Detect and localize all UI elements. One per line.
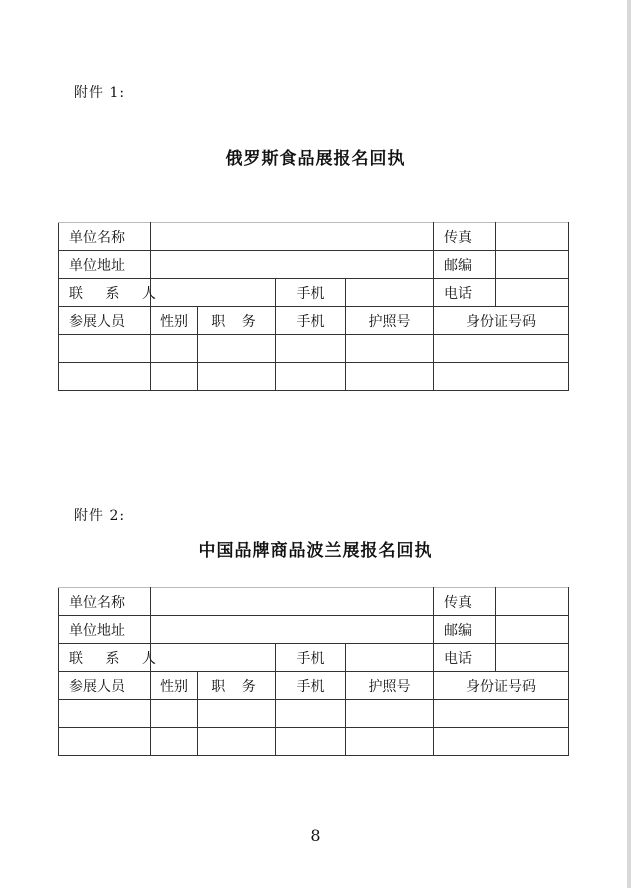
id-number-cell[interactable] [434,700,569,728]
contact-label: 联 系 人 [59,279,151,307]
column-header-gender: 性别 [151,672,198,700]
table-row [59,251,569,279]
position-cell[interactable] [198,363,276,391]
participant-cell[interactable] [59,700,151,728]
phone-field[interactable] [496,279,569,307]
table-row [59,728,569,756]
position-cell[interactable] [198,335,276,363]
phone-field[interactable] [496,644,569,672]
gender-cell[interactable] [151,363,198,391]
column-header-mobile: 手机 [276,307,346,335]
id-number-cell[interactable] [434,363,569,391]
position-cell[interactable] [198,728,276,756]
attachment-1-title: 俄罗斯食品展报名回执 [225,149,406,169]
unit-name-label: 单位名称 [59,588,151,616]
column-header-gender: 性别 [151,307,198,335]
passport-cell[interactable] [346,335,434,363]
column-header-mobile: 手机 [276,672,346,700]
mobile-field[interactable] [346,279,434,307]
attachment-1-label: 附件 1: [74,85,126,101]
table-row [59,335,569,363]
phone-label: 电话 [434,279,496,307]
contact-field[interactable] [151,644,276,672]
passport-cell[interactable] [346,363,434,391]
attachment-2-label: 附件 2: [74,508,126,524]
fax-field[interactable] [496,223,569,251]
fax-label: 传真 [434,588,496,616]
participant-cell[interactable] [59,728,151,756]
column-header-passport: 护照号 [346,672,434,700]
participant-cell[interactable] [59,335,151,363]
table-row [59,223,569,251]
table-header-row [59,307,569,335]
postcode-label: 邮编 [434,251,496,279]
passport-cell[interactable] [346,728,434,756]
unit-address-field[interactable] [151,616,434,644]
postcode-field[interactable] [496,616,569,644]
mobile-label: 手机 [276,279,346,307]
mobile-cell[interactable] [276,363,346,391]
registration-form-1 [58,222,569,391]
participant-cell[interactable] [59,363,151,391]
mobile-cell[interactable] [276,335,346,363]
unit-address-field[interactable] [151,251,434,279]
contact-label: 联 系 人 [59,644,151,672]
fax-label: 传真 [434,223,496,251]
page-number: 8 [310,826,321,845]
gender-cell[interactable] [151,728,198,756]
gender-cell[interactable] [151,335,198,363]
column-header-passport: 护照号 [346,307,434,335]
fax-field[interactable] [496,588,569,616]
unit-address-label: 单位地址 [59,251,151,279]
column-header-position: 职 务 [198,307,276,335]
table-row [59,700,569,728]
contact-field[interactable] [151,279,276,307]
id-number-cell[interactable] [434,728,569,756]
table-row [59,588,569,616]
mobile-field[interactable] [346,644,434,672]
column-header-position: 职 务 [198,672,276,700]
gender-cell[interactable] [151,700,198,728]
unit-name-label: 单位名称 [59,223,151,251]
position-cell[interactable] [198,700,276,728]
mobile-cell[interactable] [276,700,346,728]
table-header-row [59,672,569,700]
id-number-cell[interactable] [434,335,569,363]
table-row [59,644,569,672]
attachment-2-title: 中国品牌商品波兰展报名回执 [198,541,433,561]
unit-name-field[interactable] [151,223,434,251]
table-row [59,363,569,391]
column-header-participant: 参展人员 [59,307,151,335]
page-edge-shadow [627,0,631,888]
registration-form-2 [58,587,569,756]
column-header-id-number: 身份证号码 [434,307,569,335]
table-row [59,616,569,644]
table-row [59,279,569,307]
column-header-participant: 参展人员 [59,672,151,700]
unit-address-label: 单位地址 [59,616,151,644]
mobile-cell[interactable] [276,728,346,756]
phone-label: 电话 [434,644,496,672]
passport-cell[interactable] [346,700,434,728]
mobile-label: 手机 [276,644,346,672]
postcode-field[interactable] [496,251,569,279]
postcode-label: 邮编 [434,616,496,644]
column-header-id-number: 身份证号码 [434,672,569,700]
unit-name-field[interactable] [151,588,434,616]
